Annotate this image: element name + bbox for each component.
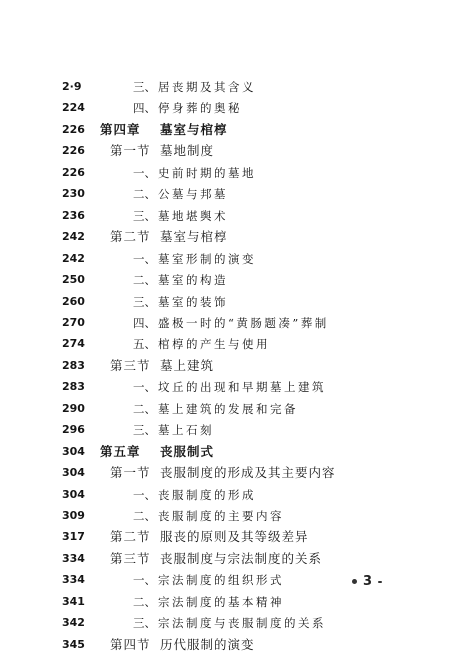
toc-entry-label: 五、 xyxy=(133,337,156,352)
toc-page-number: 296 xyxy=(62,423,85,437)
toc-entry-title: 丧服制度的形成 xyxy=(158,487,256,502)
toc-entry-title: 墓上石刻 xyxy=(158,423,214,438)
toc-entry-item xyxy=(0,270,451,290)
page-number-text: 3 xyxy=(363,574,373,589)
toc-entry-title: 丧服制度与宗法制度的关系 xyxy=(160,550,323,566)
toc-page-number: 309 xyxy=(62,509,85,522)
toc-entry-item xyxy=(0,249,451,269)
toc-entry-title: 宗法制度的基本精神 xyxy=(158,594,284,609)
toc-entry-label: 第一节 xyxy=(110,465,151,481)
toc-page-number: 2·9 xyxy=(62,80,82,93)
toc-entry-label: 二、 xyxy=(133,273,156,288)
page-number xyxy=(346,574,388,589)
toc-entry-title: 墓室的装饰 xyxy=(158,294,228,309)
toc-entry-section xyxy=(0,141,451,161)
toc-entry-label: 第五章 xyxy=(100,443,141,459)
toc-page-number: 274 xyxy=(62,337,85,351)
toc-page-number: 242 xyxy=(62,251,85,265)
toc-page-number: 341 xyxy=(62,594,85,608)
toc-entry-section xyxy=(0,356,451,376)
toc-entry-label: 四、 xyxy=(133,315,156,330)
toc-entry-chapter xyxy=(0,120,451,140)
toc-entry-item xyxy=(0,420,451,440)
toc-entry-title: 盛极一时的“黄肠题凑”葬制 xyxy=(158,315,329,330)
toc-entry-label: 第二节 xyxy=(110,229,151,245)
toc-page-number: 226 xyxy=(62,165,85,179)
toc-entry-title: 公墓与邦墓 xyxy=(158,187,228,202)
toc-entry-label: 第一节 xyxy=(110,143,151,159)
toc-entry-label: 第四节 xyxy=(110,636,151,652)
toc-entry-label: 二、 xyxy=(133,509,156,523)
toc-page-number: 250 xyxy=(62,273,85,287)
toc-entry-section xyxy=(0,463,451,483)
toc-entry-label: 三、 xyxy=(133,208,156,223)
toc-page-number: 304 xyxy=(62,466,85,480)
toc-page-number: 304 xyxy=(62,444,85,458)
toc-entry-label: 二、 xyxy=(133,187,156,202)
toc-entry-label: 二、 xyxy=(133,594,156,609)
toc-page-number: 304 xyxy=(62,487,85,501)
toc-entry-label: 第四章 xyxy=(100,121,141,137)
toc-entry-item xyxy=(0,613,451,633)
toc-entry-item xyxy=(0,334,451,354)
toc-entry-label: 一、 xyxy=(133,165,156,180)
toc-entry-label: 三、 xyxy=(133,423,156,438)
toc-page-number: 236 xyxy=(62,208,85,222)
toc-entry-item xyxy=(0,206,451,226)
toc-entry-title: 丧服制度的主要内容 xyxy=(158,509,284,523)
toc-entry-label: 第三节 xyxy=(110,357,151,373)
toc-entry-section xyxy=(0,549,451,569)
toc-entry-item xyxy=(0,592,451,612)
toc-page-number: 283 xyxy=(62,358,85,372)
toc-entry-label: 一、 xyxy=(133,251,156,266)
toc-entry-title: 墓上建筑 xyxy=(160,357,215,373)
toc-entry-title: 墓室与棺椁 xyxy=(160,229,228,245)
toc-page-number: 283 xyxy=(62,380,85,394)
toc-entry-label: 四、 xyxy=(133,101,156,116)
toc-entry-item xyxy=(0,292,451,312)
toc-page-number: 260 xyxy=(62,294,85,308)
toc-entry-chapter xyxy=(0,442,451,462)
toc-entry-item xyxy=(0,377,451,397)
toc-entry-item xyxy=(0,98,451,118)
toc-entry-item xyxy=(0,506,451,526)
toc-entry-title: 史前时期的墓地 xyxy=(158,165,256,180)
toc-page-number: 290 xyxy=(62,401,85,415)
toc-entry-label: 一、 xyxy=(133,487,156,502)
toc-entry-title: 坟丘的出现和早期墓上建筑 xyxy=(158,380,326,395)
toc-entry-label: 三、 xyxy=(133,616,156,631)
toc-page-number: 226 xyxy=(62,144,85,158)
toc-entry-title: 棺椁的产生与使用 xyxy=(158,337,270,352)
toc-entry-title: 墓室形制的演变 xyxy=(158,251,256,266)
toc-page-number: 345 xyxy=(62,637,85,651)
toc-entry-label: 三、 xyxy=(133,294,156,309)
toc-entry-title: 墓上建筑的发展和完备 xyxy=(158,401,298,416)
toc-entry-title: 历代服制的演变 xyxy=(160,636,255,652)
toc-entry-item xyxy=(0,77,451,97)
toc-page-number: 226 xyxy=(62,122,85,136)
toc-page-number: 334 xyxy=(62,573,85,587)
toc-entry-section xyxy=(0,527,451,547)
toc-entry-label: 三、 xyxy=(133,80,156,94)
toc-entry-title: 丧服制度的形成及其主要内容 xyxy=(160,465,336,481)
toc-entry-section xyxy=(0,227,451,247)
toc-entry-label: 第三节 xyxy=(110,550,151,566)
toc-entry-title: 居丧期及其含义 xyxy=(158,80,256,94)
toc-entry-title: 丧服制式 xyxy=(160,443,215,459)
toc-page-number: 317 xyxy=(62,530,85,544)
bullet-right-icon xyxy=(378,581,382,583)
toc-entry-title: 墓地堪舆术 xyxy=(158,208,228,223)
toc-page-number: 334 xyxy=(62,551,85,565)
toc-page-number: 230 xyxy=(62,187,85,201)
toc-entry-label: 一、 xyxy=(133,380,156,395)
toc-entry-item xyxy=(0,485,451,505)
toc-entry-label: 第二节 xyxy=(110,529,151,545)
toc-entry-item xyxy=(0,313,451,333)
toc-entry-title: 墓室与棺椁 xyxy=(160,121,228,137)
toc-page-number: 224 xyxy=(62,101,85,115)
toc-entry-title: 宗法制度与丧服制度的关系 xyxy=(158,616,326,631)
toc-entry-item xyxy=(0,163,451,183)
toc-entry-title: 墓室的构造 xyxy=(158,273,228,288)
toc-entry-title: 停身葬的奥秘 xyxy=(158,101,242,116)
bullet-left-icon xyxy=(352,579,357,584)
toc-page-number: 270 xyxy=(62,315,85,329)
toc-entry-title: 宗法制度的组织形式 xyxy=(158,573,284,588)
toc-entry-label: 二、 xyxy=(133,401,156,416)
toc-page-number: 342 xyxy=(62,616,85,630)
toc-entry-item xyxy=(0,184,451,204)
toc-page-number: 242 xyxy=(62,230,85,244)
toc-entry-title: 墓地制度 xyxy=(160,143,215,159)
toc-entry-label: 一、 xyxy=(133,573,156,588)
toc-entry-title: 服丧的原则及其等级差异 xyxy=(160,529,309,545)
toc-entry-item xyxy=(0,399,451,419)
